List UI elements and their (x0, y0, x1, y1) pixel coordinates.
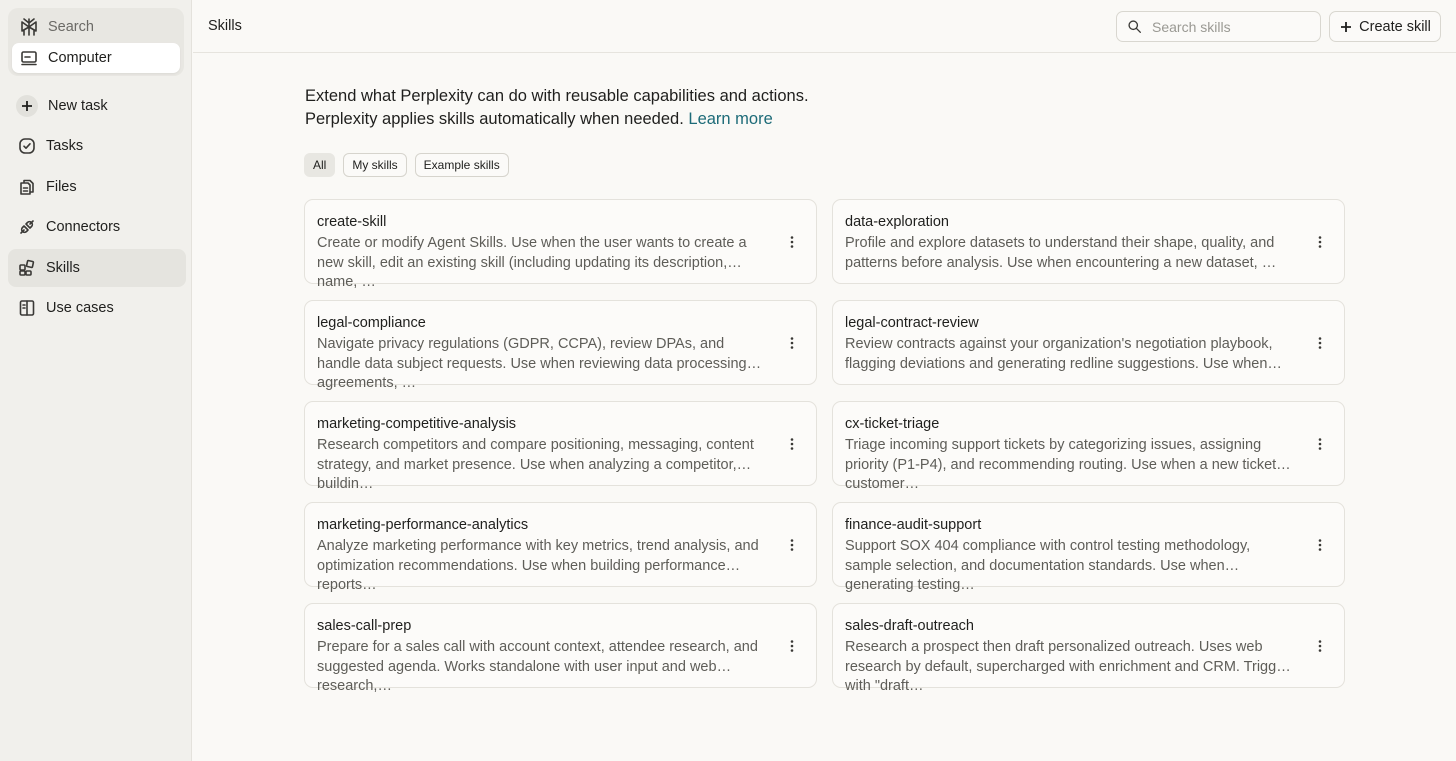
more-options-icon[interactable] (784, 436, 800, 452)
sidebar-item-connectors[interactable] (8, 208, 186, 246)
skill-description: Analyze marketing performance with key metrics, trend analysis, and optimization recommendations. Use when building performance reports… (317, 538, 759, 593)
more-options-icon[interactable] (784, 638, 800, 654)
intro-line-2-text: Perplexity applies skills automatically when needed. (305, 110, 684, 128)
more-options-icon[interactable] (1312, 638, 1328, 654)
sidebar-item-label: Skills (46, 260, 80, 276)
book-icon (18, 299, 36, 317)
perplexity-logo-icon (20, 18, 38, 36)
skill-description: Prepare for a sales call with account context, attendee research, and suggested agenda. Works standalone with user input and web research,… (317, 639, 758, 694)
connector-icon (18, 218, 36, 236)
create-skill-label: Create skill (1359, 18, 1431, 35)
skill-description: Profile and explore datasets to understand their shape, quality, and patterns before analysis. Use when encountering a new dataset, … (845, 235, 1277, 271)
search-skills-field[interactable] (1116, 11, 1321, 42)
intro-line-1: Extend what Perplexity can do with reusable capabilities and actions. (305, 87, 809, 105)
skill-name: marketing-performance-analytics (317, 517, 529, 533)
mode-switch (8, 8, 184, 76)
mode-computer-label: Computer (48, 50, 112, 66)
sidebar-item-tasks[interactable] (8, 127, 186, 165)
skill-description: Support SOX 404 compliance with control testing methodology, sample selection, and documentation standards. Use when generating testing… (845, 538, 1251, 593)
skill-name: cx-ticket-triage (845, 416, 940, 432)
skills-icon (18, 259, 36, 277)
intro-text (305, 85, 905, 131)
more-options-icon[interactable] (1312, 335, 1328, 351)
plus-icon (1339, 20, 1353, 34)
skill-description: Triage incoming support tickets by categorizing issues, assigning priority (P1-P4), and recommending routing. Use when a new ticket or customer… (845, 437, 1294, 492)
skill-name: sales-call-prep (317, 618, 412, 634)
search-icon (1127, 19, 1142, 34)
search-input[interactable] (1152, 19, 1302, 35)
more-options-icon[interactable] (1312, 234, 1328, 250)
skill-card[interactable] (832, 502, 1345, 593)
filter-my-skills[interactable]: My skills (343, 153, 406, 177)
header (193, 0, 1456, 53)
skill-description: Navigate privacy regulations (GDPR, CCPA), review DPAs, and handle data subject requests. Use when reviewing data processing agreements, … (317, 336, 747, 391)
check-circle-icon (18, 137, 36, 155)
skills-grid (304, 199, 1345, 694)
skill-card[interactable] (832, 199, 1345, 284)
skill-name: legal-contract-review (845, 315, 979, 331)
skill-description: Create or modify Agent Skills. Use when the user wants to create a new skill, edit an existing skill (including updating its description, name, … (317, 235, 747, 290)
mode-search[interactable] (12, 12, 180, 42)
files-icon (18, 178, 36, 196)
sidebar-item-label: Tasks (46, 138, 84, 154)
sidebar-item-new-task[interactable] (8, 87, 186, 125)
skill-name: legal-compliance (317, 315, 426, 331)
sidebar-item-label: Connectors (46, 219, 121, 235)
skill-card[interactable] (304, 603, 817, 694)
skill-card[interactable] (304, 401, 817, 492)
skill-card[interactable] (832, 603, 1345, 694)
sidebar (0, 0, 192, 761)
skill-name: marketing-competitive-analysis (317, 416, 517, 432)
computer-icon (20, 49, 38, 67)
skill-name: sales-draft-outreach (845, 618, 974, 634)
skill-card[interactable] (832, 401, 1345, 492)
sidebar-item-label: New task (48, 98, 108, 114)
skill-description: Research a prospect then draft personalized outreach. Uses web research by default, supercharged with enrichment and CRM. Trigger with "draft… (845, 639, 1290, 694)
more-options-icon[interactable] (784, 537, 800, 553)
mode-computer[interactable] (12, 43, 180, 73)
sidebar-item-skills[interactable] (8, 249, 186, 287)
skill-name: data-exploration (845, 214, 949, 230)
more-options-icon[interactable] (1312, 436, 1328, 452)
skill-card[interactable] (304, 502, 817, 593)
more-options-icon[interactable] (784, 335, 800, 351)
filter-tabs (304, 153, 509, 177)
more-options-icon[interactable] (1312, 537, 1328, 553)
skill-card[interactable] (304, 199, 817, 290)
page-title: Skills (208, 18, 242, 34)
mode-search-label: Search (48, 19, 94, 35)
learn-more-link[interactable]: Learn more (688, 110, 773, 128)
filter-example-skills[interactable]: Example skills (415, 153, 509, 177)
skill-card[interactable] (304, 300, 817, 391)
skill-name: create-skill (317, 214, 387, 230)
sidebar-item-label: Files (46, 179, 77, 195)
sidebar-item-use-cases[interactable] (8, 289, 186, 327)
sidebar-item-label: Use cases (46, 300, 114, 316)
sidebar-item-files[interactable] (8, 168, 186, 206)
create-skill-button[interactable] (1329, 11, 1441, 42)
filter-all[interactable]: All (304, 153, 335, 177)
plus-icon (16, 95, 38, 117)
intro-line-2 (305, 108, 905, 131)
skill-card[interactable] (832, 300, 1345, 385)
more-options-icon[interactable] (784, 234, 800, 250)
skill-description: Research competitors and compare positioning, messaging, content strategy, and market presence. Use when analyzing a competitor, buildin… (317, 437, 754, 492)
skill-name: finance-audit-support (845, 517, 982, 533)
skill-description: Review contracts against your organization's negotiation playbook, flagging deviations and generating redline suggestions. Use when… (845, 336, 1282, 372)
